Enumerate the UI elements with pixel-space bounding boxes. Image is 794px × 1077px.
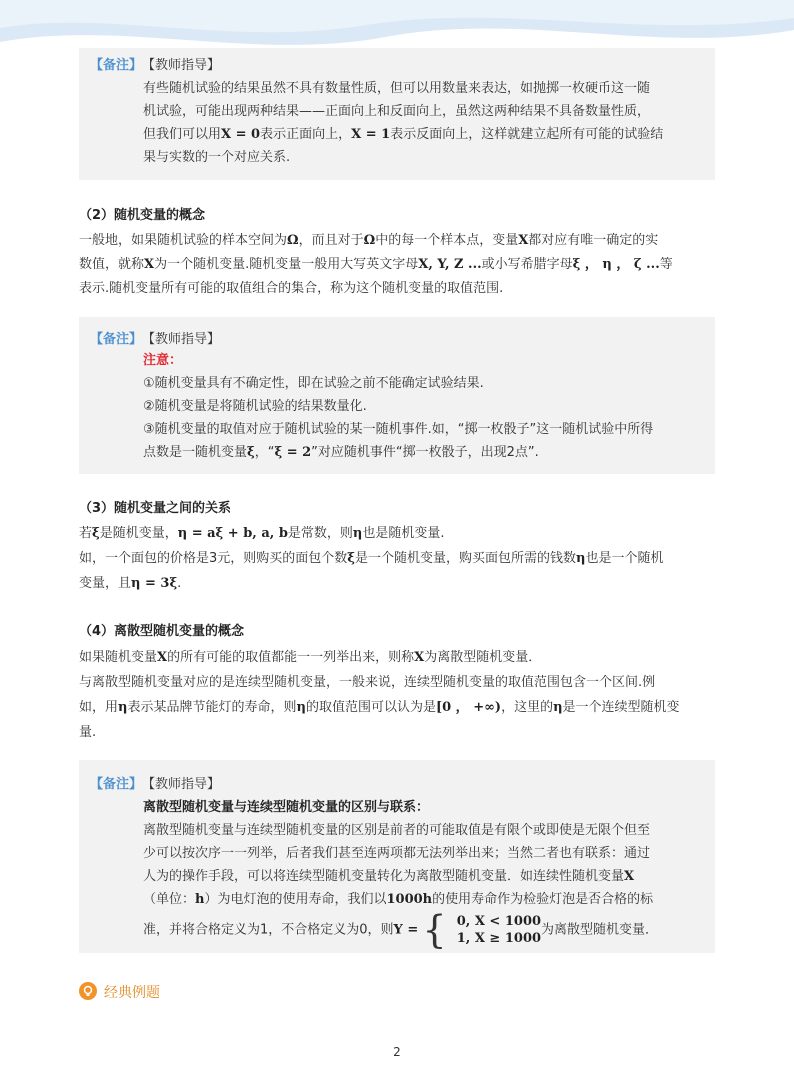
teacher-guide-tag: 【教师指导】: [142, 58, 221, 73]
note-body: 有些随机试验的结果虽然不具有数量性质，但可以用数量来表达，如抛掷一枚硬币这一随 机试验，可能出现两种结果——正面向上和反面向上，虽然这两种结果不具备数量性质， 但我们可以用X = 0表示正面向上，X = 1表示反面向上，这样就建立起所有可能的试验结 果与实数的一个对应关系.: [143, 81, 664, 165]
section-3-paragraph: 若ξ是随机变量，η = aξ + b, a, b是常数，则η也是随机变量. 如，一个面包的价格是3元，则购买的面包个数ξ是一个随机变量，购买面包所需的钱数η也是一个随机 变量，且η = 3ξ.: [79, 526, 664, 591]
note-box-2: [79, 317, 715, 474]
section-2-paragraph: 一般地，如果随机试验的样本空间为Ω，而且对于Ω中的每一个样本点，变量X都对应有唯一确定的实 数值，就称X为一个随机变量.随机变量一般用大写英文字母X, Y, Z ...或小写希腊字母ξ ， η ， ζ ...等 表示.随机变量所有可能的取值组合的集合，称为这个随机变量的取值范围.: [79, 233, 673, 296]
note-tag: 【备注】: [90, 58, 143, 73]
page-number: 2: [393, 1045, 401, 1059]
section-title-4: （4）离散型随机变量的概念: [79, 624, 245, 639]
piecewise-function: { 0, X < 1000 1, X ≥ 1000: [422, 907, 542, 952]
note-box-3: [79, 760, 715, 953]
note-tag: 【备注】: [90, 777, 143, 792]
section-title-2: （2）随机变量的概念: [79, 208, 206, 223]
note-body: 注意： ①随机变量具有不确定性，即在试验之前不能确定试验结果. ②随机变量是将随机试验的结果数量化. ③随机变量的取值对应于随机试验的某一随机事件.如，“掷一枚骰子”这一随机试验中所得 点数是一随机变量ξ，“ξ = 2”对应随机事件“掷一枚骰子，出现2点”.: [143, 317, 705, 464]
teacher-guide-tag: 【教师指导】: [142, 777, 221, 792]
attention-heading: 注意：: [143, 353, 183, 368]
lightbulb-icon: [79, 982, 97, 1000]
section-4-paragraph: 如果随机变量X的所有可能的取值都能一一列举出来，则称X为离散型随机变量． 与离散型随机变量对应的是连续型随机变量，一般来说，连续型随机变量的取值范围包含一个区间.例 如，用η表示某品牌节能灯的寿命，则η的取值范围可以认为是[0 ， +∞)，这里的η是一个连续型随机变 量.: [79, 650, 680, 740]
classic-examples-heading: 经典例题: [104, 985, 160, 1001]
section-title-3: （3）随机变量之间的关系: [79, 501, 232, 516]
note-body: 离散型随机变量与连续型随机变量的区别与联系： 离散型随机变量与连续型随机变量的区别是前者的可能取值是有限个或即使是无限个但至 少可以按次序一一列举，后者我们甚至连两项都无法列举出来；当然二者也有联系：通过 人为的操作手段，可以将连续型随机变量转化为离散型随机变量．如连续性随机变量X （单位：h）为电灯泡的使用寿命，我们以1000h的使用寿命作为检验灯泡是否合格的标 准，并将合格定义为1，不合格定义为0，则Y = { 0, X < 1000 1, X ≥ 1000 为离散型随机变量．: [143, 760, 705, 947]
teacher-guide-tag: 【教师指导】: [142, 332, 221, 347]
distinction-heading: 离散型随机变量与连续型随机变量的区别与联系：: [143, 800, 430, 815]
note-tag: 【备注】: [90, 332, 143, 347]
note-box-1: [79, 48, 715, 180]
